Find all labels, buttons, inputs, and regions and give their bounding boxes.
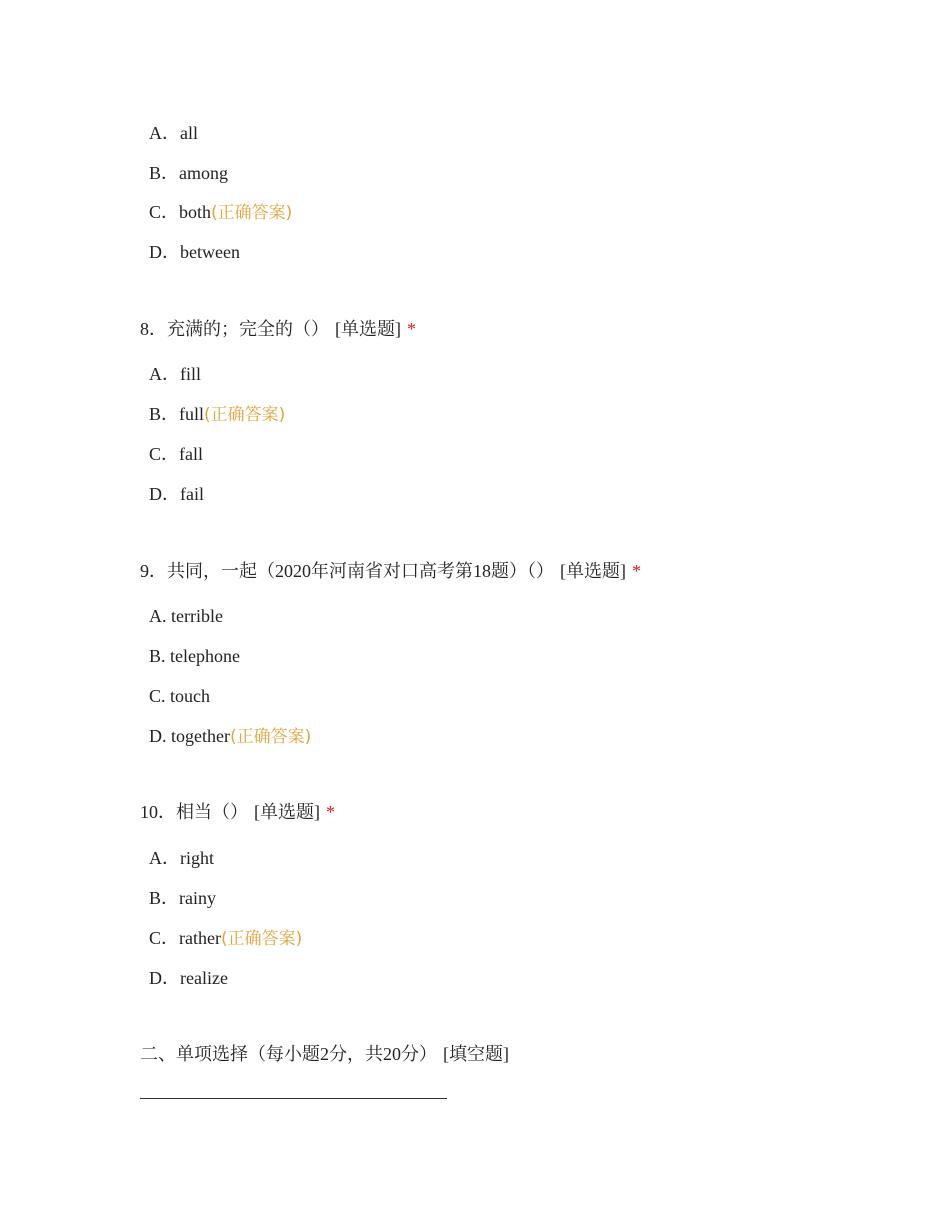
- question-type: [填空题]: [443, 1044, 509, 1064]
- option-text: D．realize: [149, 968, 228, 988]
- option-text: D．fail: [149, 484, 204, 504]
- q9-title: [140, 559, 641, 583]
- option-text: B．among: [149, 163, 228, 183]
- q8-option-a[interactable]: [149, 362, 201, 386]
- q8-option-d[interactable]: [149, 482, 204, 506]
- required-star: *: [407, 319, 416, 339]
- required-star: *: [326, 802, 335, 822]
- q8-option-c[interactable]: [149, 442, 203, 466]
- q7-option-d[interactable]: [149, 240, 240, 264]
- correct-answer-tag: (正确答案): [211, 203, 293, 223]
- q10-option-c[interactable]: [149, 926, 302, 951]
- q10-option-d[interactable]: [149, 966, 228, 990]
- question-text: 8．充满的；完全的（）: [140, 319, 329, 339]
- option-text: D. together: [149, 726, 230, 746]
- q7-option-a[interactable]: [149, 121, 198, 145]
- question-text: 10．相当（）: [140, 802, 248, 822]
- option-text: B．full: [149, 404, 205, 424]
- q9-option-d[interactable]: [149, 724, 311, 749]
- correct-answer-tag: (正确答案): [220, 929, 303, 949]
- option-text: A．fill: [149, 364, 201, 384]
- q10-option-b[interactable]: [149, 886, 216, 910]
- q8-title: [140, 317, 416, 341]
- option-text: B．rainy: [149, 888, 216, 908]
- option-text: A．right: [149, 848, 214, 868]
- option-text: C. touch: [149, 686, 210, 706]
- option-text: A. terrible: [149, 606, 223, 626]
- q8-option-b[interactable]: [149, 402, 285, 427]
- q9-option-a[interactable]: [149, 604, 223, 628]
- option-text: C．both: [149, 202, 212, 222]
- question-type: [单选题]: [560, 561, 626, 581]
- q10-option-a[interactable]: [149, 846, 214, 870]
- correct-answer-tag: (正确答案): [229, 727, 312, 747]
- question-type: [单选题]: [254, 802, 320, 822]
- required-star: *: [632, 561, 641, 581]
- question-text: 9．共同，一起（2020年河南省对口高考第18题）（）: [140, 561, 554, 581]
- option-text: B. telephone: [149, 646, 240, 666]
- correct-answer-tag: (正确答案): [204, 405, 286, 425]
- section2-title: [140, 1042, 509, 1066]
- q7-option-c[interactable]: [149, 200, 292, 225]
- option-text: C．rather: [149, 928, 221, 948]
- question-type: [单选题]: [335, 319, 401, 339]
- q7-option-b[interactable]: [149, 161, 228, 185]
- section-title-text: 二、单项选择（每小题2分，共20分）: [140, 1044, 437, 1064]
- option-text: C．fall: [149, 444, 203, 464]
- q9-option-b[interactable]: [149, 644, 240, 668]
- q9-option-c[interactable]: [149, 684, 210, 708]
- option-text: D．between: [149, 242, 240, 262]
- q10-title: [140, 800, 335, 824]
- fill-in-blank-line[interactable]: [140, 1098, 447, 1099]
- option-text: A．all: [149, 123, 198, 143]
